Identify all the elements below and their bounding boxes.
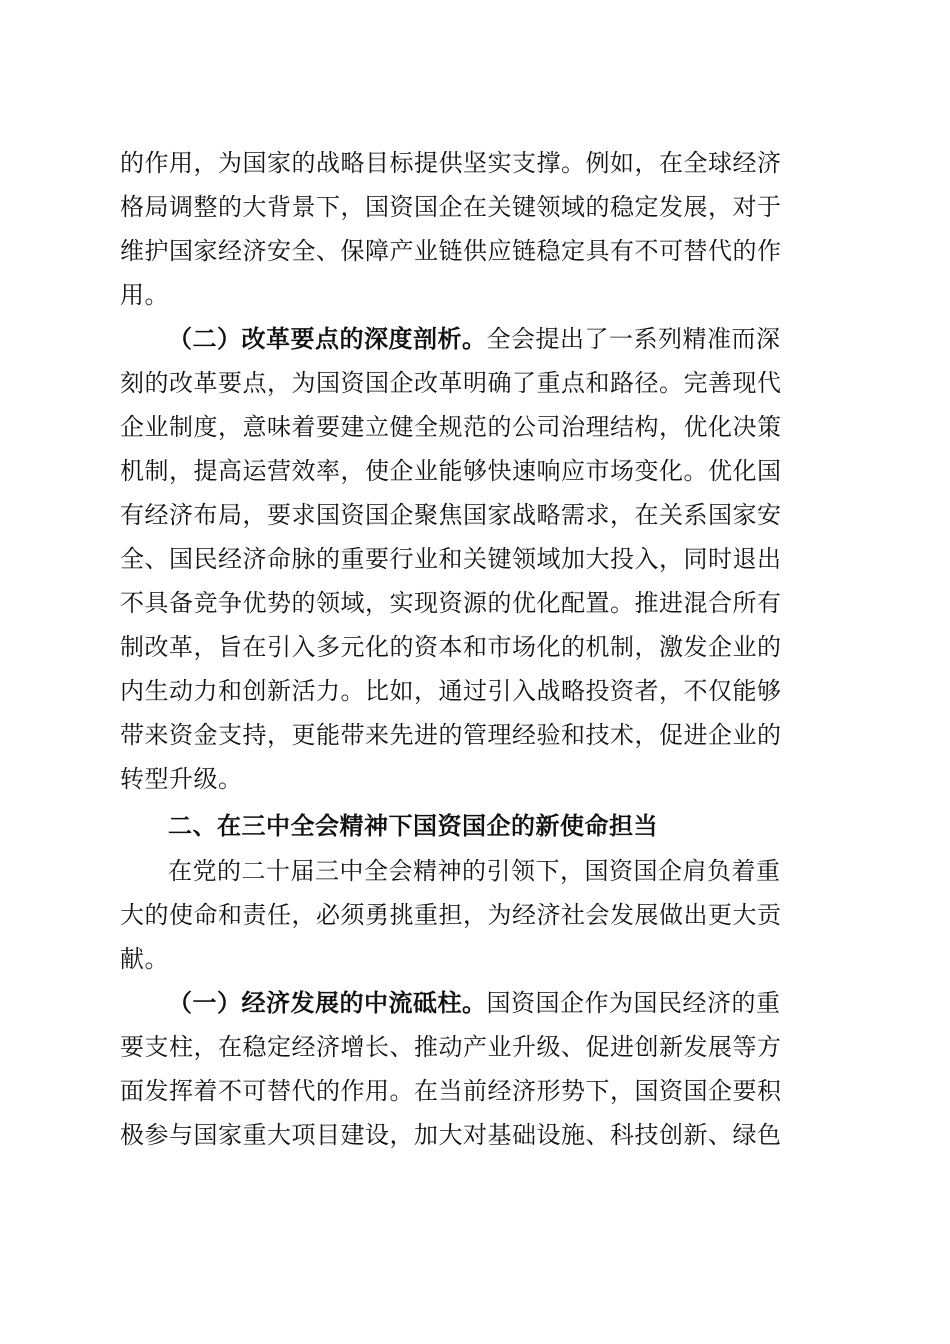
text-line: 转型升级。 xyxy=(120,765,243,793)
text-line: 的作用，为国家的战略目标提供坚实支撑。例如，在全球经济 xyxy=(120,149,782,177)
subsection-title: （二）改革要点的深度剖析。 xyxy=(168,324,487,353)
text-line: 刻的改革要点，为国资国企改革明确了重点和路径。完善现代 xyxy=(120,369,782,397)
text-line: 维护国家经济安全、保障产业链供应链稳定具有不可替代的作 xyxy=(120,237,782,265)
text-line xyxy=(168,987,781,1019)
text-line: 大的使命和责任，必须勇挑重担，为经济社会发展做出更大贡 xyxy=(120,901,782,929)
text-line: 不具备竞争优势的领域，实现资源的优化配置。推进混合所有 xyxy=(120,589,782,617)
text-line: 献。 xyxy=(120,945,169,973)
text-line: 带来资金支持，更能带来先进的管理经验和技术，促进企业的 xyxy=(120,721,782,749)
text-line: 要支柱，在稳定经济增长、推动产业升级、促进创新发展等方 xyxy=(120,1033,782,1061)
text-run: 国资国企作为国民经济的重 xyxy=(486,989,781,1017)
text-line: 面发挥着不可替代的作用。在当前经济形势下，国资国企要积 xyxy=(120,1077,782,1105)
text-line: 极参与国家重大项目建设，加大对基础设施、科技创新、绿色 xyxy=(120,1121,782,1149)
text-line: 格局调整的大背景下，国资国企在关键领域的稳定发展，对于 xyxy=(120,193,782,221)
text-line: 机制，提高运营效率，使企业能够快速响应市场变化。优化国 xyxy=(120,457,782,485)
text-line xyxy=(168,323,781,355)
text-line: 全、国民经济命脉的重要行业和关键领域加大投入，同时退出 xyxy=(120,545,782,573)
text-line: 内生动力和创新活力。比如，通过引入战略投资者，不仅能够 xyxy=(120,677,782,705)
subsection-title: （一）经济发展的中流砥柱。 xyxy=(168,988,487,1017)
text-run: 全会提出了一系列精准而深 xyxy=(486,325,781,353)
text-line: 在党的二十届三中全会精神的引领下，国资国企肩负着重 xyxy=(168,857,781,885)
text-line: 企业制度，意味着要建立健全规范的公司治理结构，优化决策 xyxy=(120,413,782,441)
text-line: 用。 xyxy=(120,281,169,309)
section-heading: 二、在三中全会精神下国资国企的新使命担当 xyxy=(168,812,658,840)
text-line: 制改革，旨在引入多元化的资本和市场化的机制，激发企业的 xyxy=(120,633,782,661)
text-line: 有经济布局，要求国资国企聚焦国家战略需求，在关系国家安 xyxy=(120,501,782,529)
